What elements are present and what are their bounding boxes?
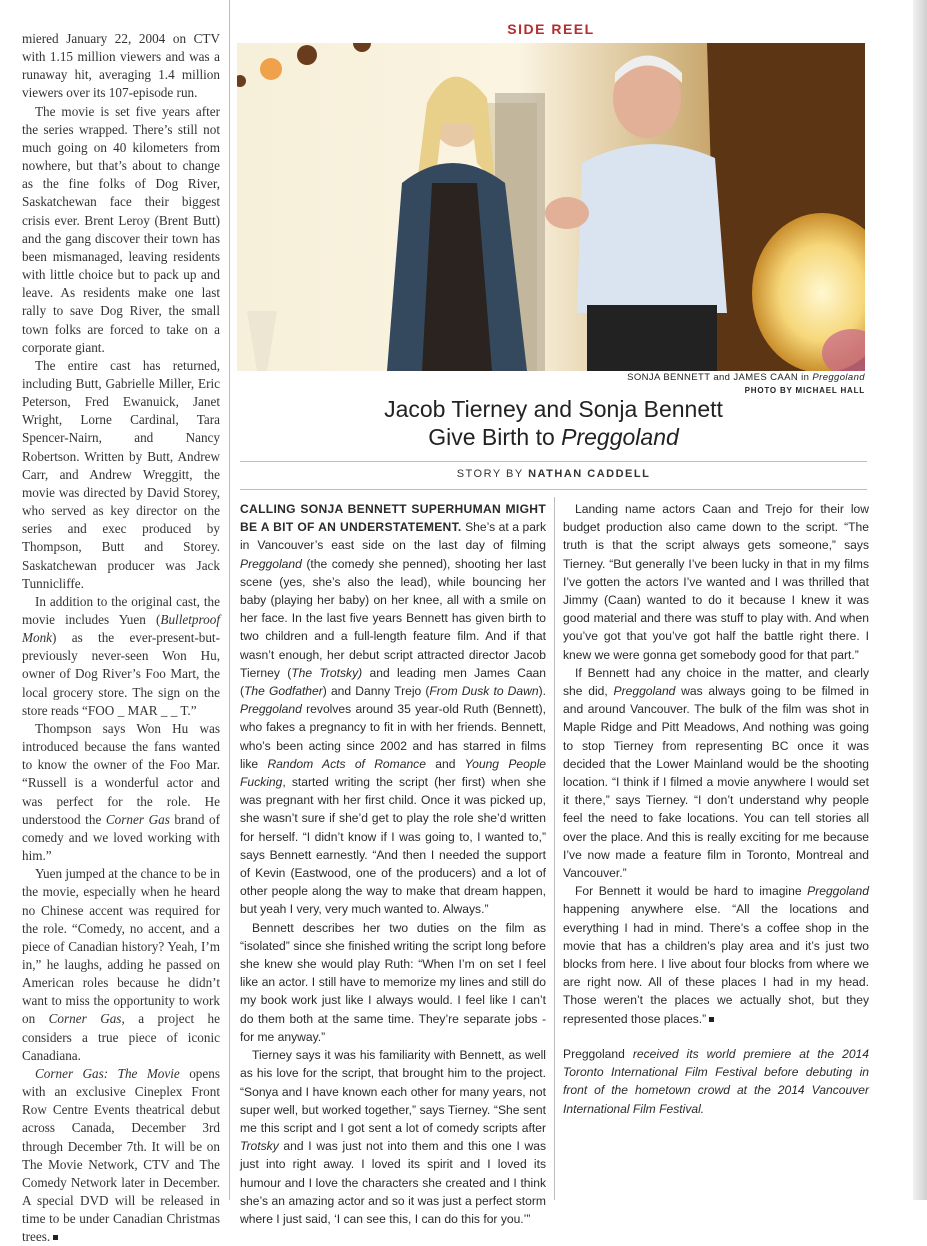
paragraph-text: (the comedy she penned), shooting her last scene (yes, she’s also the lead), while bouncing her baby (playing her baby) on her knee, all with a smile on her face. In the last five years Bennett has given birth to two children and a full-length feature film. And if that wasn’t enough, her debut script attracted director Jacob Tierney ( [240,556,546,680]
film-title: Preggoland [807,884,869,899]
article-paragraph [563,500,869,664]
byline-prefix: STORY BY [456,468,529,480]
film-title: From Dusk to Dawn [429,684,539,699]
end-of-story-mark [709,1017,714,1022]
column-divider [229,0,230,1200]
paragraph-text: opens with an exclusive Cineplex Front Row Centre Events theatrical debut across Canada, December 3rd through December 7th. It will be on The Movie Network, CTV and The Comedy Network later in December. A special DVD will be released in time to be under Canadian Christmas trees. [22,1065,220,1245]
paragraph-text: If Bennett had any choice in the matter, and clearly she did, [563,665,869,699]
article-endnote [563,1045,869,1118]
article-paragraph [563,664,869,882]
lead-in: CALLING SONJA BENNETT SUPERHUMAN MIGHT BE A BIT OF AN UNDERSTATEMENT. [240,502,546,535]
headline-line [240,423,867,451]
paragraph-text: miered January 22, 2004 on CTV with 1.15 million viewers and was a runaway hit, averaging 1.4 million viewers over its 107-episode run. [22,31,220,101]
paragraph-text: Bennett describes her two duties on the film as “isolated” since she finished writing the script long before she knew she would play Ruth: “When I’m on set I feel like an actor. I still have to memorize my lines and still do my book work just like I always would. I feel like I can’t do them both at the same time. They’re separate jobs - for me anyway.” [240,920,546,1044]
sidebar-story-column [22,30,220,1246]
article-column-2 [563,500,869,1118]
feature-photo [237,43,865,371]
column-divider [554,497,555,1200]
show-title: Corner Gas [105,811,170,827]
photo-caption [627,372,865,397]
sidebar-paragraph [22,103,220,357]
film-title: The Trotsky) [291,665,363,680]
paragraph-text: was always going to be filmed in and around Vancouver. The bulk of the film was shot in Maple Ridge and Pitt Meadows, And nothing was going to stop Tierney from representing BC once it was decided that the Lower Mainland would be the shooting location. “I think if I filmed a movie anywhere I would set it there,” says Tierney. “I don’t understand why people feel the need to fake locations. You can tell stories all over the place. And this is really exciting for me because I’ve now made a feature film in Toronto, Montreal and Vancouver.” [563,684,870,881]
paragraph-text: Landing name actors Caan and Trejo for their low budget production also came down to the script. “The truth is that the script always gets someone,” says Tierney. “But generally I’ve been lucky in that in my films I’ve gotten the actors I’ve wanted and I was thrilled that Jimmy (Caan) wanted to do it because I knew it was good material and there was stuff to play with. And when you’ve got that you’ve got half the battle right there. I knew we were gonna get somebody good for that part.” [563,502,869,662]
film-title: Young People Fucking [240,756,546,790]
film-title: Preggoland [240,702,302,717]
paragraph-text: Yuen jumped at the chance to be in the movie, especially when he heard no Chinese accent was required for the role. “Comedy, no accent, and a piece of Canadian history? Yeah, I’m in,” he laughs, adding he passed on American roles because he didn’t want to miss the opportunity to work on [22,866,220,1027]
film-title: Preggoland [613,684,676,699]
article-paragraph [240,1046,546,1228]
article-paragraph [240,919,546,1046]
paragraph-text: and [425,756,465,771]
paragraph-text: , a project he considers a true piece of iconic Canadiana. [22,1011,221,1063]
article-headline [240,395,867,451]
byline-rule [240,461,867,462]
paragraph-text: In addition to the original cast, the movie includes Yuen ( [22,593,220,627]
paragraph-text: ). [538,684,546,699]
film-title: Bulletproof Monk [22,612,220,646]
headline-text: Give Birth to [428,424,562,450]
byline-rule [240,489,867,490]
sidebar-paragraph [22,593,220,720]
film-title: Corner Gas: The Movie [35,1065,180,1081]
article-paragraph [240,500,546,919]
page-edge [913,0,927,1200]
paragraph-text: and leading men James Caan ( [240,665,546,699]
endnote-film-title: Preggoland [563,1046,625,1061]
paragraph-text: ) as the ever-present-but-previously never-seen Won Hu, owner of Dog River’s Foo Mart, the local grocery store. The sign on the store reads “FOO _ MAR _ _ T.” [22,630,220,718]
end-of-story-mark [53,1235,58,1240]
paragraph-text: and I was just not into them and this one I was just into right away. I loved its spirit and I loved its humour and I love the characters she created and I think she’s an amazing actor and so it was just a perfect storm where I just said, ‘I can see this, I can do this for you.’” [240,1139,546,1226]
headline-film-title: Preggoland [561,424,679,450]
film-title: Trotsky [240,1139,279,1154]
paragraph-text: ) and Danny Trejo ( [322,684,430,699]
sidebar-paragraph [22,1065,220,1246]
headline-line: Jacob Tierney and Sonja Bennett [384,396,723,422]
paragraph-text: The entire cast has returned, including Butt, Gabrielle Miller, Eric Peterson, Fred Ewanuick, Janet Wright, Lorne Cardinal, Tara Spencer-Nairn, and Nancy Robertson. Written by Butt, Andrew Carr, and Andrew Wreggitt, the movie was directed by David Storey, who served as key director on the series and exec produced by Thompson, Butt and Storey. Saskatchewan producer was Jack Tunnicliffe. [22,357,220,591]
byline-author: NATHAN CADDELL [528,468,651,480]
paragraph-text: , started writing the script (her first) when she was pregnant with her first child. Once it was picked up, she wasn’t sure if she’d get to play the role she’d written for herself. “I didn’t know if I was going to, I wanted to,” says Bennett earnestly. “And then I needed the support of Kevin (Eastwood, one of the producers) and a lot of other people along the way to make that dream happen, but yeah I very, very much wanted to. Always.” [240,775,546,917]
paragraph-text: Tierney says it was his familiarity with Bennett, as well as his love for the script, that brought him to the project. “Sonya and I have known each other for many years, not super well, but worked together,” says Tierney. “She sent me this script and I got sent a lot of comedy scripts after [240,1048,546,1135]
paragraph-text: For Bennett it would be hard to imagine [575,884,808,899]
paragraph-text: She’s at a park in Vancouver’s east side on the last day of filming [240,520,547,553]
section-title: SIDE REEL [507,21,595,37]
paragraph-text: happening anywhere else. “All the locations and everything I had in mind. There’s a coffee shop in the movie that has a children’s play area and it’s just two blocks from here. I live about four blocks from where we are right now. All of these places I had in my head. Those weren’t the places we actually shot, but they represented those places.” [563,902,869,1026]
paragraph-text: The movie is set five years after the series wrapped. There’s still not much going on 40 kilometers from nowhere, but that’s about to change as the fine folks of Dog River, Saskatchewan face their biggest crisis ever. Brent Leroy (Brent Butt) and the gang discover their town has been mismanaged, leaving residents with little choice but to pack up and leave. As residents make one last rally to save Dog River, the small town folks are forced to take on a corporate giant. [22,103,220,355]
film-title: Random Acts of Romance [267,756,426,771]
endnote-text: received its world premiere at the 2014 Toronto International Film Festival before debuting in front of the hometown crowd at the 2014 Vancouver International Film Festival. [563,1046,869,1116]
film-title: The Godfather [244,684,323,699]
photo-credit: PHOTO BY MICHAEL HALL [744,385,865,395]
sidebar-paragraph [22,357,220,593]
sidebar-paragraph [22,30,220,103]
photo-illustration [237,43,865,371]
paragraph-text: brand of comedy and we loved working with him.” [22,811,221,864]
byline [240,468,867,480]
article-column-1 [240,500,546,1228]
sidebar-paragraph [22,865,220,1065]
paragraph-text: revolves around 35 year-old Ruth (Bennett), who fakes a pregnancy to fit in with her friends. Bennett, who’s been acting since 2002 and has starred in films like [240,702,546,771]
paragraph-text: Thompson says Won Hu was introduced because the fans wanted to know the owner of the Foo Mar. “Russell is a wonderful actor and was perfect for the role. He understood the [22,720,220,827]
show-title: Corner Gas [48,1011,122,1027]
article-paragraph [563,882,869,1028]
caption-text [627,372,865,385]
caption-film-title: Preggoland [812,372,865,383]
film-title: Preggoland [240,556,302,571]
sidebar-paragraph [22,720,220,865]
caption-names: SONJA BENNETT and JAMES CAAN in [627,372,813,383]
